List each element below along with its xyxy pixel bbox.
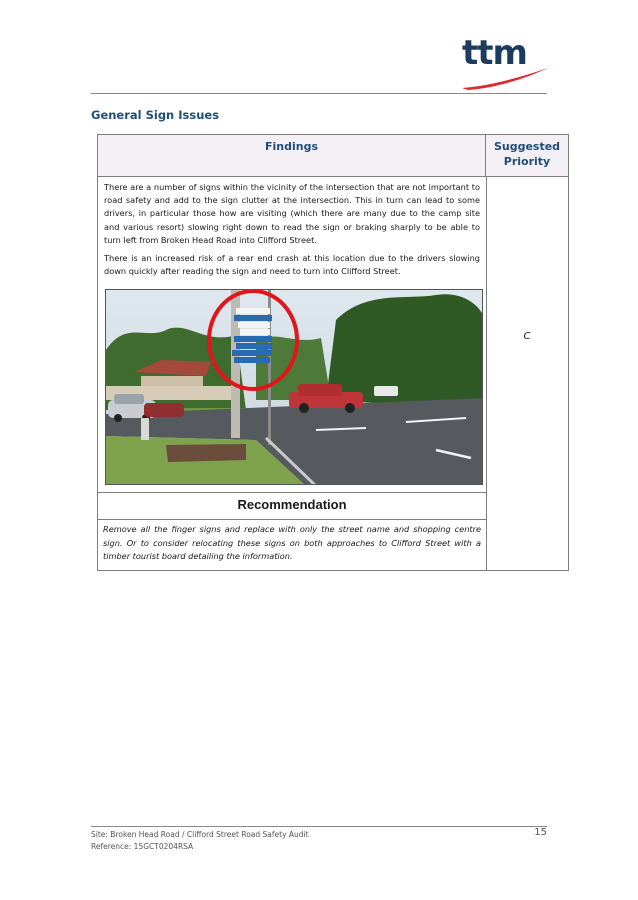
page-number: 15 (534, 827, 547, 838)
footer-reference: Reference: 15GCT0204RSA (91, 842, 194, 851)
footer-site: Site: Broken Head Road / Clifford Street Road Safety Audit (91, 830, 309, 839)
findings-table (97, 134, 569, 571)
intersection-photo-drawing (106, 290, 483, 485)
section-title: General Sign Issues (91, 108, 220, 122)
column-divider (486, 177, 487, 570)
recommendation-top-divider (98, 492, 486, 493)
recommendation-bottom-divider (98, 519, 486, 520)
intersection-photo (105, 289, 483, 485)
priority-header-line1: Suggested (493, 140, 561, 153)
footer-divider (91, 826, 547, 827)
header-divider (91, 93, 547, 94)
priority-value: C (523, 331, 531, 342)
findings-text (104, 181, 480, 283)
ttm-logo (460, 33, 550, 92)
logo-swoosh-icon (460, 66, 550, 90)
priority-column-header (486, 135, 568, 177)
logo-wordmark: ttm (462, 33, 527, 73)
recommendation-text: Remove all the finger signs and replace with only the street name and shopping centre sign. Or to consider relocating these signs on both approaches to Clifford Street with a timber tourist board detailing the information. (103, 524, 481, 561)
priority-header-line2: Priority (503, 155, 551, 168)
recommendation-heading: Recommendation (237, 497, 347, 512)
findings-paragraph-2: There is an increased risk of a rear end crash at this location due to the drivers slowing down quickly after reading the sign and need to turn into Clifford Street. (104, 253, 480, 277)
findings-column-header: Findings (98, 135, 486, 177)
findings-paragraph-1: There are a number of signs within the vicinity of the intersection that are not important to road safety and add to the sign clutter at the intersection. This in turn can lead to some drivers, in particular those how are visiting (which there are many due to the camp site and various resort) slowing right down to read the sign or braking sharply to be able to turn left from Broken Head Road into Clifford Street. (104, 182, 480, 245)
